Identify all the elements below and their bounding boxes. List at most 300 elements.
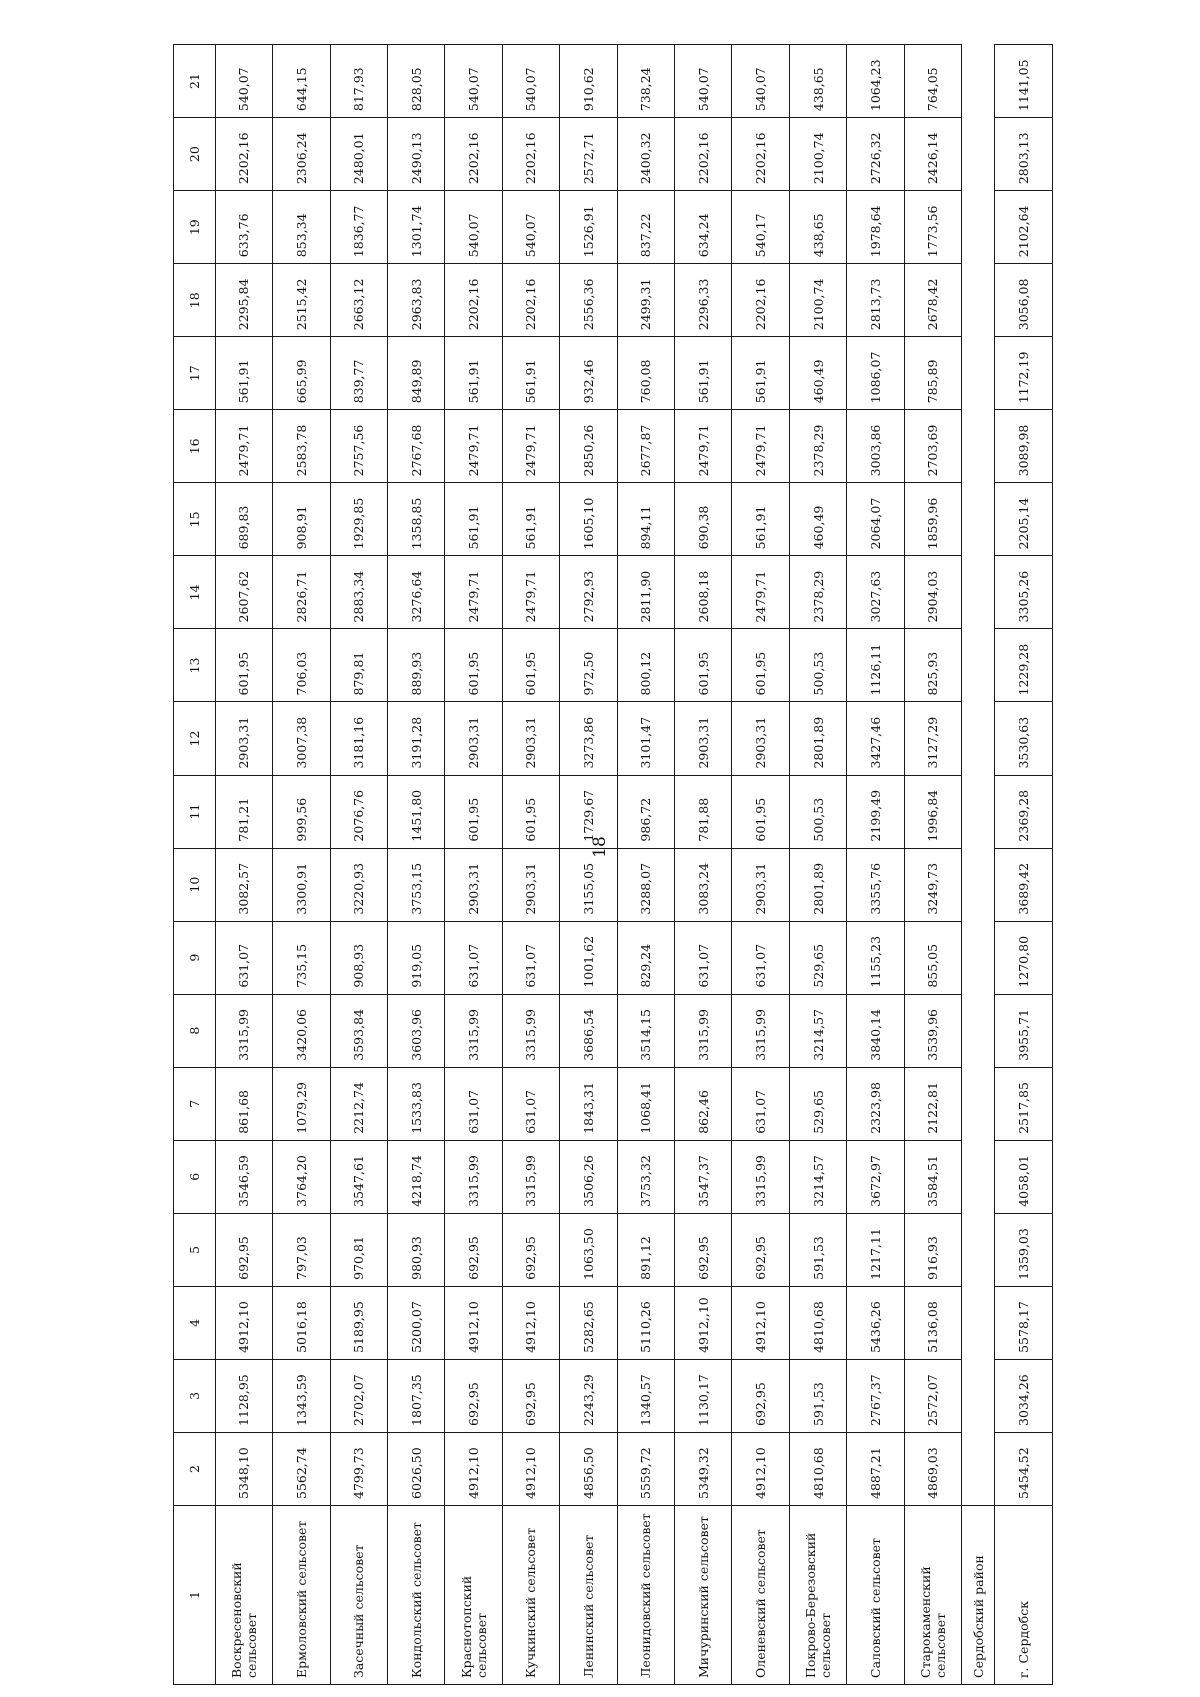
page-number: 18 [590,836,610,858]
value-cell: 4810,68 [789,1286,846,1359]
value-cell: 908,91 [273,483,330,556]
value-cell: 561,91 [732,337,789,410]
value-cell: 3315,99 [445,1140,502,1213]
value-cell: 2378,29 [789,556,846,629]
table-row [847,45,904,1685]
value-cell: 2202,16 [445,118,502,191]
column-number-header: 6 [174,1140,216,1213]
value-cell: 3686,54 [560,994,617,1067]
value-cell: 540,07 [675,45,732,118]
value-cell: 2903,31 [732,848,789,921]
value-cell: 3027,63 [847,556,904,629]
row-name-cell: Ленинский сельсовет [560,1506,617,1685]
value-cell: 1270,80 [995,921,1053,994]
value-cell: 4912,10 [445,1286,502,1359]
value-cell: 2122,81 [904,1067,961,1140]
row-name-cell: Мичуринский сельсовет [675,1506,732,1685]
value-cell: 2199,49 [847,775,904,848]
value-cell: 837,22 [617,191,674,264]
value-cell: 3034,26 [995,1359,1053,1432]
column-number-header: 16 [174,410,216,483]
value-cell: 3101,47 [617,702,674,775]
value-cell: 1079,29 [273,1067,330,1140]
value-cell: 631,07 [732,1067,789,1140]
value-cell: 561,91 [732,483,789,556]
value-cell: 764,05 [904,45,961,118]
value-cell: 735,15 [273,921,330,994]
value-cell: 1807,35 [387,1359,444,1432]
value-cell: 631,07 [675,921,732,994]
column-number-header: 1 [174,1506,216,1685]
value-cell: 3420,06 [273,994,330,1067]
value-cell: 2663,12 [330,264,387,337]
value-cell: 5454,52 [995,1432,1053,1505]
value-cell: 3753,15 [387,848,444,921]
value-cell: 540,07 [732,45,789,118]
table-row [732,45,789,1685]
value-cell: 438,65 [789,191,846,264]
value-cell: 829,24 [617,921,674,994]
value-cell: 2306,24 [273,118,330,191]
value-cell: 3603,96 [387,994,444,1067]
value-cell: 438,65 [789,45,846,118]
value-cell: 2479,71 [502,410,559,483]
value-cell: 631,07 [502,1067,559,1140]
value-cell: 853,34 [273,191,330,264]
value-cell: 2480,01 [330,118,387,191]
value-cell: 500,53 [789,629,846,702]
value-cell: 692,95 [215,1213,272,1286]
value-cell: 3155,05 [560,848,617,921]
value-cell: 5189,95 [330,1286,387,1359]
value-cell: 1001,62 [560,921,617,994]
column-number-header: 10 [174,848,216,921]
row-name-cell: Кондольский сельсовет [387,1506,444,1685]
value-cell: 3127,29 [904,702,961,775]
column-number-header: 4 [174,1286,216,1359]
value-cell: 3273,86 [560,702,617,775]
value-cell: 540,17 [732,191,789,264]
value-cell: 540,07 [215,45,272,118]
value-cell: 2202,16 [732,264,789,337]
value-cell: 3288,07 [617,848,674,921]
value-cell: 692,95 [445,1213,502,1286]
value-cell: 2678,42 [904,264,961,337]
value-cell: 2102,64 [995,191,1053,264]
value-cell: 879,81 [330,629,387,702]
value-cell: 1068,41 [617,1067,674,1140]
value-cell: 529,65 [789,1067,846,1140]
section-title-cell: Сердобский район [962,1506,995,1685]
value-cell: 861,68 [215,1067,272,1140]
value-cell: 932,46 [560,337,617,410]
value-cell: 3584,51 [904,1140,961,1213]
value-cell: 2499,31 [617,264,674,337]
value-cell: 862,46 [675,1067,732,1140]
value-cell: 797,03 [273,1213,330,1286]
value-cell: 2479,71 [732,410,789,483]
value-cell: 1843,31 [560,1067,617,1140]
row-name-cell: Кучкинский сельсовет [502,1506,559,1685]
table-row [904,45,961,1685]
column-number-header: 12 [174,702,216,775]
value-cell: 2903,31 [445,848,502,921]
value-cell: 2903,31 [732,702,789,775]
value-cell: 692,95 [445,1359,502,1432]
value-cell: 2479,71 [215,410,272,483]
value-cell: 2556,36 [560,264,617,337]
column-number-header: 2 [174,1432,216,1505]
value-cell: 2100,74 [789,118,846,191]
value-cell: 692,95 [675,1213,732,1286]
value-cell: 540,07 [502,191,559,264]
value-cell: 2202,16 [502,264,559,337]
column-number-header: 8 [174,994,216,1067]
value-cell: 2296,33 [675,264,732,337]
value-cell: 634,24 [675,191,732,264]
column-number-header: 13 [174,629,216,702]
value-cell: 631,07 [502,921,559,994]
value-cell: 3315,99 [215,994,272,1067]
value-cell: 4912,10 [502,1432,559,1505]
value-cell: 2295,84 [215,264,272,337]
value-cell: 4869,03 [904,1432,961,1505]
value-cell: 3315,99 [675,994,732,1067]
value-cell: 2801,89 [789,848,846,921]
value-cell: 3083,24 [675,848,732,921]
value-cell: 2850,26 [560,410,617,483]
value-cell: 3315,99 [732,1140,789,1213]
value-cell: 4912,,10 [675,1286,732,1359]
value-cell: 633,76 [215,191,272,264]
value-cell: 2607,62 [215,556,272,629]
value-cell: 3082,57 [215,848,272,921]
value-cell: 601,95 [445,629,502,702]
value-cell: 3355,76 [847,848,904,921]
value-cell: 3089,98 [995,410,1053,483]
value-cell: 828,05 [387,45,444,118]
value-cell: 3007,38 [273,702,330,775]
value-cell: 2479,71 [732,556,789,629]
value-cell: 2903,31 [445,702,502,775]
value-cell: 980,93 [387,1213,444,1286]
value-cell: 460,49 [789,483,846,556]
value-cell: 1359,03 [995,1213,1053,1286]
value-cell: 2903,31 [502,702,559,775]
value-cell: 601,95 [215,629,272,702]
value-cell: 5110,26 [617,1286,674,1359]
value-cell: 1343,59 [273,1359,330,1432]
value-cell: 601,95 [732,629,789,702]
value-cell: 2903,31 [675,702,732,775]
value-cell: 500,53 [789,775,846,848]
value-cell: 5200,07 [387,1286,444,1359]
value-cell: 2202,16 [675,118,732,191]
value-cell: 2608,18 [675,556,732,629]
column-number-header: 20 [174,118,216,191]
value-cell: 3506,26 [560,1140,617,1213]
value-cell: 839,77 [330,337,387,410]
column-number-header: 15 [174,483,216,556]
value-cell: 986,72 [617,775,674,848]
value-cell: 561,91 [215,337,272,410]
value-cell: 781,88 [675,775,732,848]
value-cell: 3214,57 [789,994,846,1067]
value-cell: 3056,08 [995,264,1053,337]
value-cell: 1217,11 [847,1213,904,1286]
value-cell: 1451,80 [387,775,444,848]
value-cell: 889,93 [387,629,444,702]
value-cell: 601,95 [445,775,502,848]
row-name-cell: Краснотопский сельсовет [445,1506,502,1685]
table-header-row [174,45,216,1685]
table-row [560,45,617,1685]
value-cell: 3840,14 [847,994,904,1067]
value-cell: 1229,28 [995,629,1053,702]
value-cell: 1533,83 [387,1067,444,1140]
value-cell: 2479,71 [502,556,559,629]
column-number-header: 11 [174,775,216,848]
table-row [387,45,444,1685]
value-cell: 4799,73 [330,1432,387,1505]
value-cell: 665,99 [273,337,330,410]
value-cell: 2426,14 [904,118,961,191]
value-cell: 644,15 [273,45,330,118]
value-cell: 2479,71 [445,410,502,483]
value-cell: 1773,56 [904,191,961,264]
value-cell: 2064,07 [847,483,904,556]
value-cell: 1086,07 [847,337,904,410]
table-row [445,45,502,1685]
value-cell: 601,95 [502,775,559,848]
value-cell: 2205,14 [995,483,1053,556]
value-cell: 1358,85 [387,483,444,556]
value-cell: 601,95 [502,629,559,702]
value-cell: 910,62 [560,45,617,118]
value-cell: 3249,73 [904,848,961,921]
value-cell: 1064,23 [847,45,904,118]
value-cell: 3315,99 [445,994,502,1067]
value-cell: 2479,71 [675,410,732,483]
value-cell: 760,08 [617,337,674,410]
value-cell: 3315,99 [502,1140,559,1213]
column-number-header: 9 [174,921,216,994]
column-number-header: 21 [174,45,216,118]
value-cell: 631,07 [215,921,272,994]
column-number-header: 18 [174,264,216,337]
value-cell: 1859,96 [904,483,961,556]
table-row [675,45,732,1685]
value-cell: 460,49 [789,337,846,410]
value-cell: 692,95 [502,1359,559,1432]
value-cell: 2726,32 [847,118,904,191]
value-cell: 2479,71 [445,556,502,629]
value-cell: 3315,99 [502,994,559,1067]
value-cell: 631,07 [732,921,789,994]
value-cell: 919,05 [387,921,444,994]
value-cell: 3305,26 [995,556,1053,629]
value-cell: 2826,71 [273,556,330,629]
value-cell: 3003,86 [847,410,904,483]
value-cell: 3547,37 [675,1140,732,1213]
value-cell: 1172,19 [995,337,1053,410]
value-cell: 1526,91 [560,191,617,264]
value-cell: 849,89 [387,337,444,410]
rotated-table-wrapper [173,45,1053,1685]
value-cell: 692,95 [502,1213,559,1286]
row-name-cell: Саловский сельсовет [847,1506,904,1685]
value-cell: 5136,08 [904,1286,961,1359]
value-cell: 916,93 [904,1213,961,1286]
row-name-cell: Оленевский сельсовет [732,1506,789,1685]
value-cell: 561,91 [675,337,732,410]
value-cell: 2767,68 [387,410,444,483]
value-cell: 540,07 [445,191,502,264]
value-cell: 2369,28 [995,775,1053,848]
value-cell: 894,11 [617,483,674,556]
value-cell: 631,07 [445,1067,502,1140]
value-cell: 2572,07 [904,1359,961,1432]
value-cell: 4912,10 [502,1286,559,1359]
table-row [617,45,674,1685]
value-cell: 601,95 [675,629,732,702]
value-cell: 1996,84 [904,775,961,848]
value-cell: 5349,32 [675,1432,732,1505]
value-cell: 2202,16 [502,118,559,191]
value-cell: 800,12 [617,629,674,702]
value-cell: 1978,64 [847,191,904,264]
section-row [962,45,995,1685]
value-cell: 540,07 [502,45,559,118]
value-cell: 561,91 [445,483,502,556]
value-cell: 2801,89 [789,702,846,775]
value-cell: 4218,74 [387,1140,444,1213]
value-cell: 4912,10 [215,1286,272,1359]
data-table [173,44,1053,1685]
value-cell: 4912,10 [732,1432,789,1505]
table-row [502,45,559,1685]
value-cell: 3547,61 [330,1140,387,1213]
value-cell: 2076,76 [330,775,387,848]
value-cell: 1301,74 [387,191,444,264]
value-cell: 2904,03 [904,556,961,629]
value-cell: 3220,93 [330,848,387,921]
value-cell: 591,53 [789,1213,846,1286]
value-cell: 3955,71 [995,994,1053,1067]
row-name-cell: Засечный сельсовет [330,1506,387,1685]
value-cell: 2378,29 [789,410,846,483]
value-cell: 1929,85 [330,483,387,556]
value-cell: 2811,90 [617,556,674,629]
value-cell: 2903,31 [502,848,559,921]
value-cell: 561,91 [502,483,559,556]
column-number-header: 3 [174,1359,216,1432]
value-cell: 5559,72 [617,1432,674,1505]
table-row [215,45,272,1685]
value-cell: 2202,16 [445,264,502,337]
value-cell: 970,81 [330,1213,387,1286]
value-cell: 817,93 [330,45,387,118]
column-number-header: 14 [174,556,216,629]
row-name-cell: Воскресеновский сельсовет [215,1506,272,1685]
value-cell: 2517,85 [995,1067,1053,1140]
value-cell: 6026,50 [387,1432,444,1505]
value-cell: 2792,93 [560,556,617,629]
value-cell: 3514,15 [617,994,674,1067]
value-cell: 4058,01 [995,1140,1053,1213]
value-cell: 3672,97 [847,1140,904,1213]
value-cell: 4810,68 [789,1432,846,1505]
row-name-cell: Леонидовский сельсовет [617,1506,674,1685]
value-cell: 1063,50 [560,1213,617,1286]
value-cell: 529,65 [789,921,846,994]
section-empty-cell [962,45,995,1506]
value-cell: 689,83 [215,483,272,556]
value-cell: 3593,84 [330,994,387,1067]
value-cell: 2703,69 [904,410,961,483]
value-cell: 2202,16 [732,118,789,191]
value-cell: 5578,17 [995,1286,1053,1359]
value-cell: 3181,16 [330,702,387,775]
value-cell: 972,50 [560,629,617,702]
value-cell: 5436,26 [847,1286,904,1359]
value-cell: 4856,50 [560,1432,617,1505]
value-cell: 738,24 [617,45,674,118]
value-cell: 785,89 [904,337,961,410]
column-number-header: 5 [174,1213,216,1286]
row-name-cell: Ермоловский сельсовет [273,1506,330,1685]
value-cell: 999,56 [273,775,330,848]
value-cell: 1155,23 [847,921,904,994]
value-cell: 1729,67 [560,775,617,848]
row-name-cell: Старокаменский сельсовет [904,1506,961,1685]
value-cell: 4912,10 [732,1286,789,1359]
value-cell: 2963,83 [387,264,444,337]
value-cell: 5016,18 [273,1286,330,1359]
value-cell: 540,07 [445,45,502,118]
value-cell: 2515,42 [273,264,330,337]
value-cell: 4887,21 [847,1432,904,1505]
value-cell: 1340,57 [617,1359,674,1432]
value-cell: 2583,78 [273,410,330,483]
value-cell: 5348,10 [215,1432,272,1505]
value-cell: 2572,71 [560,118,617,191]
value-cell: 2323,98 [847,1067,904,1140]
value-cell: 908,93 [330,921,387,994]
value-cell: 2767,37 [847,1359,904,1432]
value-cell: 2883,34 [330,556,387,629]
value-cell: 2490,13 [387,118,444,191]
table-row [273,45,330,1685]
value-cell: 2813,73 [847,264,904,337]
table-row [330,45,387,1685]
value-cell: 5282,65 [560,1286,617,1359]
value-cell: 855,05 [904,921,961,994]
value-cell: 1126,11 [847,629,904,702]
value-cell: 692,95 [732,1359,789,1432]
value-cell: 1605,10 [560,483,617,556]
value-cell: 3539,96 [904,994,961,1067]
value-cell: 891,12 [617,1213,674,1286]
value-cell: 4912,10 [445,1432,502,1505]
value-cell: 781,21 [215,775,272,848]
value-cell: 825,93 [904,629,961,702]
value-cell: 3276,64 [387,556,444,629]
value-cell: 2202,16 [215,118,272,191]
row-name-cell: Покрово-Березовский сельсовет [789,1506,846,1685]
value-cell: 561,91 [445,337,502,410]
value-cell: 2100,74 [789,264,846,337]
